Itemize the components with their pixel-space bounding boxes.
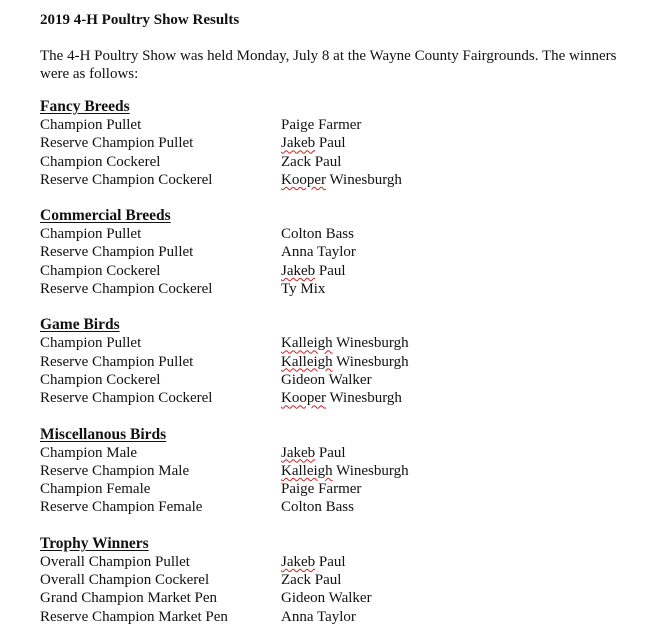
result-row <box>40 589 640 607</box>
award-name: Reserve Champion Cockerel <box>40 171 213 188</box>
winner-name-text: Paige Farmer <box>281 481 362 498</box>
winner-name <box>281 262 640 280</box>
award-name: Reserve Champion Market Pen <box>40 608 228 625</box>
winner-name <box>281 353 640 371</box>
winner-name-text: Zack Paul <box>281 572 342 589</box>
winner-name-text: Paul <box>318 444 346 461</box>
result-row <box>40 334 640 352</box>
award-name: Champion Cockerel <box>40 262 161 279</box>
results-section <box>40 316 640 407</box>
result-row <box>40 389 640 407</box>
spellcheck-flagged-word: Jakeb <box>281 553 316 570</box>
winner-name <box>281 589 640 607</box>
winner-name-text: Gideon Walker <box>281 371 372 388</box>
spellcheck-flagged-word: Kooper <box>281 171 326 188</box>
results-section <box>40 98 640 189</box>
award-name: Reserve Champion Male <box>40 462 190 479</box>
section-heading: Commercial Breeds <box>40 207 171 225</box>
award-name: Reserve Champion Female <box>40 499 203 516</box>
winner-name <box>281 462 640 480</box>
winner-name-text: Winesburgh <box>329 171 402 188</box>
award-name: Reserve Champion Cockerel <box>40 390 213 407</box>
winner-name <box>281 243 640 261</box>
section-heading: Miscellanous Birds <box>40 425 167 443</box>
winner-name <box>281 153 640 171</box>
award-name: Champion Pullet <box>40 226 142 243</box>
spellcheck-flagged-word: Kooper <box>281 390 326 407</box>
winner-name <box>281 280 640 298</box>
winner-name <box>281 553 640 571</box>
award-name: Champion Cockerel <box>40 371 161 388</box>
award-name: Champion Cockerel <box>40 153 161 170</box>
winner-name-text: Gideon Walker <box>281 590 372 607</box>
winner-name <box>281 334 640 352</box>
award-name: Champion Pullet <box>40 335 142 352</box>
winner-name-text: Winesburgh <box>329 390 402 407</box>
winner-name-text: Winesburgh <box>336 335 409 352</box>
winner-name <box>281 608 640 626</box>
result-row <box>40 498 640 516</box>
winner-name-text: Winesburgh <box>336 462 409 479</box>
winner-name-text: Winesburgh <box>336 353 409 370</box>
spellcheck-flagged-word: Kalleigh <box>281 462 333 479</box>
section-heading: Trophy Winners <box>40 534 149 552</box>
results-section <box>40 207 640 298</box>
winner-name <box>281 225 640 243</box>
winner-name <box>281 116 640 134</box>
award-name: Reserve Champion Pullet <box>40 135 194 152</box>
spellcheck-flagged-word: Jakeb <box>281 444 316 461</box>
result-row <box>40 444 640 462</box>
result-row <box>40 608 640 626</box>
winner-name-text: Ty Mix <box>281 281 326 298</box>
winner-name-text: Anna Taylor <box>281 244 356 261</box>
result-row <box>40 280 640 298</box>
winner-name <box>281 171 640 189</box>
winner-name-text: Paul <box>318 135 346 152</box>
winner-name <box>281 498 640 516</box>
result-row <box>40 353 640 371</box>
spellcheck-flagged-word: Kalleigh <box>281 353 333 370</box>
winner-name-text: Paige Farmer <box>281 117 362 133</box>
result-row <box>40 243 640 261</box>
winner-name-text: Paul <box>318 262 346 279</box>
spellcheck-flagged-word: Jakeb <box>281 135 316 152</box>
winner-name <box>281 571 640 589</box>
result-row <box>40 225 640 243</box>
winner-name <box>281 134 640 152</box>
result-row <box>40 171 640 189</box>
winner-name-text: Zack Paul <box>281 153 342 170</box>
spellcheck-flagged-word: Jakeb <box>281 262 316 279</box>
winner-name-text: Anna Taylor <box>281 608 356 625</box>
result-row <box>40 371 640 389</box>
award-name: Reserve Champion Cockerel <box>40 281 213 298</box>
award-name: Overall Champion Pullet <box>40 553 190 570</box>
winner-name <box>281 444 640 462</box>
section-heading: Fancy Breeds <box>40 98 130 115</box>
result-row <box>40 153 640 171</box>
award-name: Champion Female <box>40 481 151 498</box>
winner-name-text: Colton Bass <box>281 226 354 243</box>
document-body <box>40 10 640 644</box>
section-heading: Game Birds <box>40 316 120 334</box>
winner-name-text: Paul <box>318 553 346 570</box>
winner-name <box>281 480 640 498</box>
winner-name <box>281 389 640 407</box>
results-section <box>40 535 640 626</box>
award-name: Champion Pullet <box>40 117 142 133</box>
winner-name <box>281 371 640 389</box>
result-row <box>40 480 640 498</box>
award-name: Reserve Champion Pullet <box>40 353 194 370</box>
spellcheck-flagged-word: Kalleigh <box>281 335 333 352</box>
award-name: Overall Champion Cockerel <box>40 572 210 589</box>
results-sections <box>40 98 640 626</box>
result-row <box>40 262 640 280</box>
award-name: Champion Male <box>40 444 138 461</box>
results-section <box>40 426 640 517</box>
result-row <box>40 134 640 152</box>
award-name: Grand Champion Market Pen <box>40 590 218 607</box>
result-row <box>40 571 640 589</box>
intro-paragraph: The 4-H Poultry Show was held Monday, July 8 at the Wayne County Fairgrounds. The winners were as follows: <box>40 48 617 82</box>
result-row <box>40 116 640 134</box>
winner-name-text: Colton Bass <box>281 499 354 516</box>
document-title: 2019 4-H Poultry Show Results <box>40 12 240 28</box>
result-row <box>40 462 640 480</box>
award-name: Reserve Champion Pullet <box>40 244 194 261</box>
result-row <box>40 553 640 571</box>
